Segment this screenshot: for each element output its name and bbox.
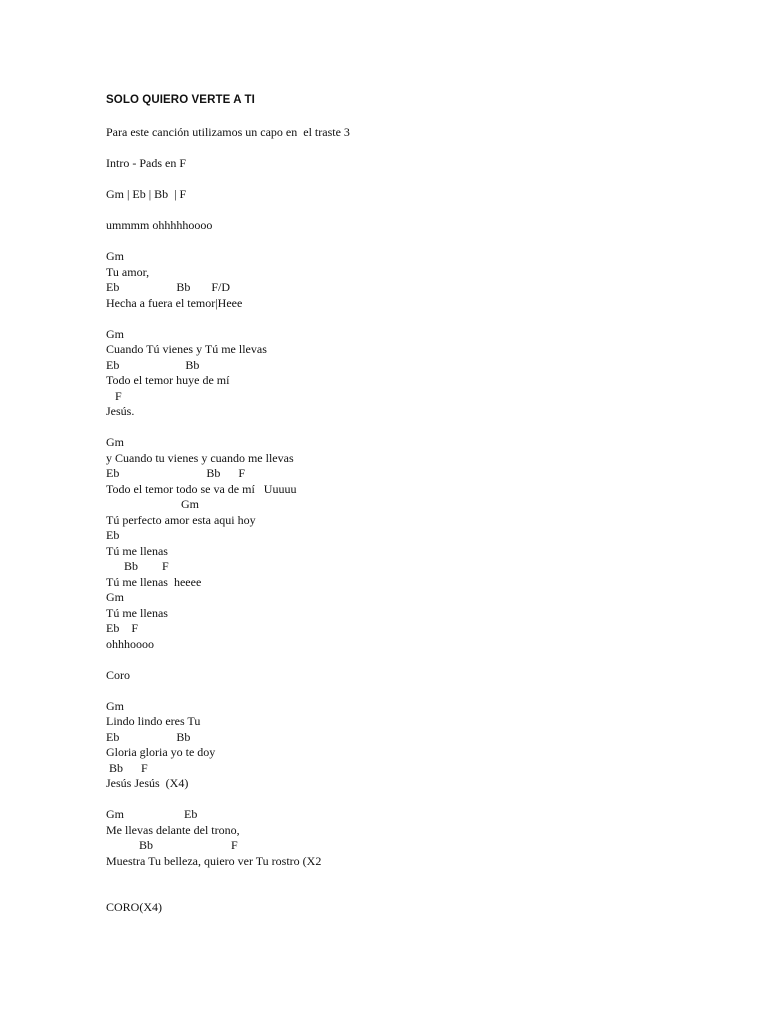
text-line: F (106, 388, 122, 403)
text-line: Eb Bb (106, 729, 191, 744)
text-line: Gm Eb (106, 807, 198, 821)
blank-line (106, 792, 726, 808)
text-line: ummmm ohhhhhoooo (106, 218, 213, 232)
text-line: Muestra Tu belleza, quiero ver Tu rostro (X2 (106, 853, 322, 868)
text-line: CORO(X4) (106, 900, 162, 914)
text-line: Tú perfecto amor esta aqui hoy (106, 512, 256, 527)
text-line: Tu amor, (106, 264, 150, 279)
lyrics-body (106, 125, 726, 916)
text-line: Eb Bb (106, 357, 200, 372)
text-line: Tú me llenas (106, 543, 168, 558)
blank-line (106, 869, 726, 885)
text-line: Jesús. (106, 404, 135, 418)
text-line: Coro (106, 667, 130, 682)
blank-line (106, 311, 726, 327)
text-line: Intro - Pads en F (106, 156, 186, 170)
text-line: Gloria gloria yo te doy (106, 745, 216, 759)
text-line: Cuando Tú vienes y Tú me llevas (106, 342, 267, 356)
text-line: Todo el temor huye de mí (106, 373, 230, 387)
text-line: Gm (106, 435, 124, 449)
text-line: Tú me llenas (106, 605, 168, 620)
text-line: Bb F (106, 760, 148, 775)
blank-line (106, 172, 726, 188)
text-line: Para este canción utilizamos un capo en el traste 3 (106, 125, 350, 139)
text-line: Eb (106, 528, 120, 542)
blank-line (106, 203, 726, 219)
text-line: Bb F (106, 838, 238, 852)
text-line: Eb Bb F (106, 466, 246, 480)
text-line: Lindo lindo eres Tu (106, 714, 201, 728)
text-line: ohhhoooo (106, 636, 154, 651)
text-line: Eb F (106, 621, 139, 635)
text-line: Tú me llenas heeee (106, 574, 202, 589)
text-line: Eb Bb F/D (106, 280, 231, 294)
text-line: Gm (106, 497, 199, 511)
text-line: Hecha a fuera el temor|Heee (106, 295, 243, 310)
blank-line (106, 683, 726, 699)
text-line: Jesús Jesús (X4) (106, 776, 189, 790)
text-line: y Cuando tu vienes y cuando me llevas (106, 450, 294, 465)
text-line: Gm (106, 698, 124, 713)
text-line: Gm (106, 326, 124, 341)
blank-line (106, 234, 726, 250)
blank-line (106, 141, 726, 157)
text-line: Gm | Eb | Bb | F (106, 187, 187, 201)
text-line: Gm (106, 249, 124, 263)
blank-line (106, 885, 726, 901)
song-title: SOLO QUIERO VERTE A TI (106, 94, 255, 106)
text-line: Todo el temor todo se va de mí Uuuuu (106, 481, 297, 496)
blank-line (106, 652, 726, 668)
blank-line (106, 420, 726, 436)
text-line: Me llevas delante del trono, (106, 822, 240, 837)
text-line: Bb F (106, 559, 169, 573)
text-line: Gm (106, 590, 124, 604)
